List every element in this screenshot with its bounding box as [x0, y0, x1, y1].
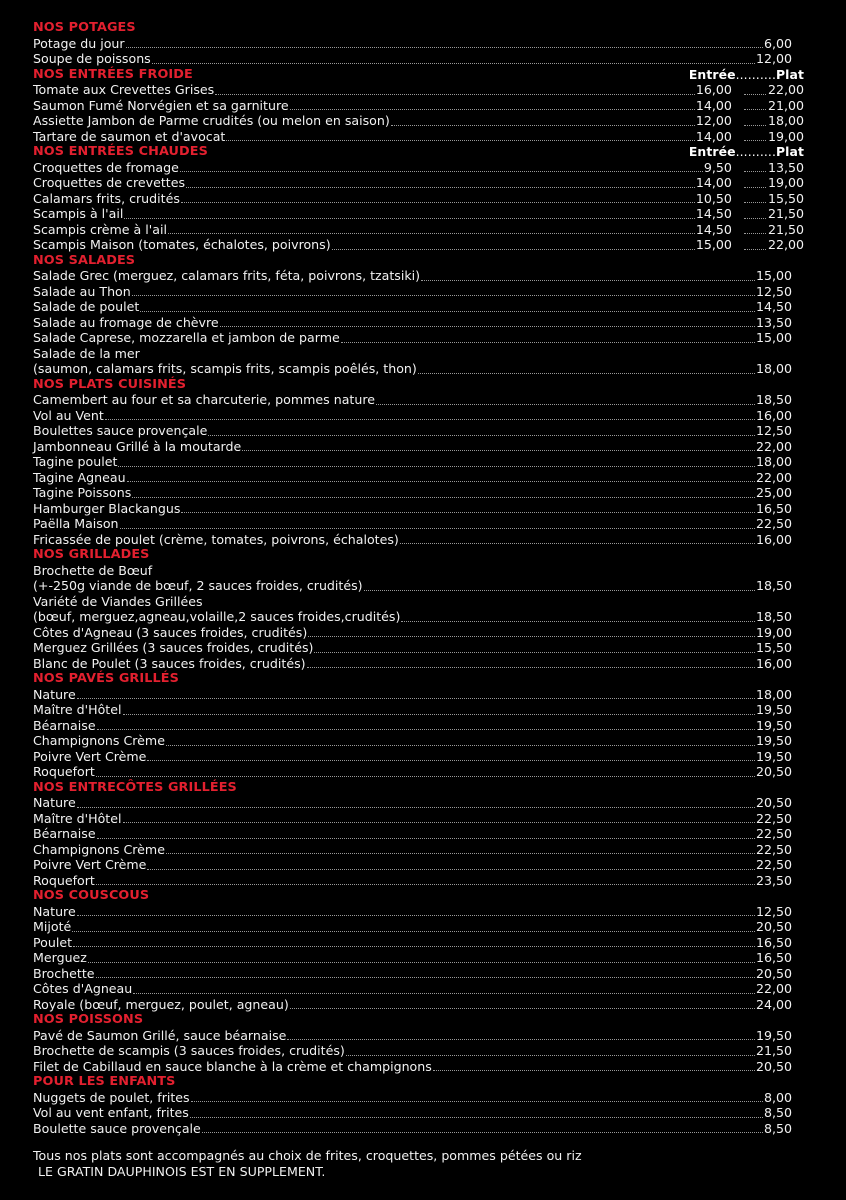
- dot-leader: [307, 657, 755, 668]
- dot-leader: [226, 130, 695, 141]
- footer-note: Tous nos plats sont accompagnés au choix de frites, croquettes, pommes pétées ou riz: [33, 1148, 582, 1163]
- menu-item-name: Paëlla Maison: [33, 516, 119, 531]
- menu-item-price: 12,50: [755, 283, 792, 299]
- menu-item-price: 21,50: [755, 1043, 792, 1058]
- column-headers: [689, 144, 804, 160]
- menu-item-name: Nuggets de poulet, frites: [33, 1089, 190, 1105]
- menu-item: [33, 206, 804, 222]
- dot-leader: [96, 874, 755, 885]
- menu-item-name: Merguez: [33, 950, 87, 965]
- menu-item: [33, 221, 804, 238]
- dot-leader: [220, 316, 755, 327]
- column-headers: [689, 67, 804, 83]
- menu-item-name: Nature: [33, 686, 76, 702]
- dot-leader: [744, 161, 766, 172]
- menu-item: [33, 656, 792, 672]
- menu-item-name: Salade de la mer: [33, 345, 140, 361]
- menu-item: [33, 904, 792, 920]
- menu-item-name: Fricassée de poulet (crème, tomates, poivrons, échalotes): [33, 531, 399, 547]
- menu-item-name: Roquefort: [33, 764, 95, 779]
- menu-item-price: 22,00: [767, 82, 804, 97]
- menu-item: [33, 857, 792, 873]
- section-title-text: NOS ENTRECÔTES GRILLÉES: [33, 779, 237, 795]
- section-title-text: NOS SALADES: [33, 252, 136, 268]
- menu-item-price: 19,00: [755, 624, 792, 640]
- menu-item: [33, 175, 804, 191]
- menu-item: [33, 811, 792, 827]
- menu-item: [33, 625, 792, 641]
- menu-item-price: 18,50: [755, 609, 792, 624]
- menu-item-name: Béarnaise: [33, 826, 96, 841]
- dot-leader: [181, 502, 755, 513]
- dot-leader: [123, 812, 755, 823]
- menu-item: [33, 346, 792, 362]
- menu-item: [33, 485, 792, 501]
- menu-item-price: 19,50: [755, 1027, 792, 1043]
- menu-item: [33, 82, 804, 98]
- menu-item: [33, 392, 792, 408]
- dot-leader: [421, 270, 755, 281]
- menu-item: [33, 764, 792, 780]
- menu-item: [33, 1059, 792, 1075]
- menu-item-name: Soupe de poissons: [33, 51, 151, 66]
- dot-leader: [133, 983, 755, 994]
- column-header-sep: ..........: [735, 66, 776, 82]
- menu-item-name: Vol au Vent: [33, 407, 104, 423]
- menu-item: [33, 578, 792, 594]
- dot-leader: [123, 704, 755, 715]
- menu-item-price: 14,50: [755, 299, 792, 314]
- menu-item-name: Champignons Crème: [33, 841, 165, 857]
- menu-item: [33, 501, 792, 517]
- dot-leader: [744, 192, 766, 203]
- dot-leader: [744, 84, 766, 95]
- section-title-text: NOS COUSCOUS: [33, 888, 150, 903]
- dot-leader: [77, 688, 755, 699]
- menu-item: [33, 966, 792, 982]
- menu-item: [33, 1043, 792, 1059]
- menu-item-name: Filet de Cabillaud en sauce blanche à la crème et champignons: [33, 1058, 432, 1074]
- menu-item-name: Variété de Viandes Grillées: [33, 593, 203, 609]
- menu-item: [33, 113, 804, 129]
- menu-item: [33, 439, 792, 455]
- dot-leader: [208, 425, 755, 436]
- menu-item-name: Tomate aux Crevettes Grises: [33, 82, 215, 97]
- dot-leader: [96, 766, 755, 777]
- menu-item-price: 12,50: [755, 903, 792, 919]
- menu-item-name: Salade Caprese, mozzarella et jambon de parme: [33, 330, 340, 345]
- menu-item-price: 21,00: [767, 97, 804, 113]
- menu-item: [33, 268, 792, 284]
- menu-item-price: 8,00: [763, 1089, 792, 1105]
- dot-leader: [118, 456, 755, 467]
- dot-leader: [346, 1045, 755, 1056]
- menu-item-name: Maître d'Hôtel: [33, 702, 122, 717]
- menu-item-price: 20,50: [755, 764, 792, 779]
- menu-item-name: Boulettes sauce provençale: [33, 423, 208, 438]
- menu-item-price: 24,00: [755, 996, 792, 1012]
- dot-leader: [744, 130, 766, 141]
- menu-item-name: Calamars frits, crudités: [33, 190, 180, 206]
- dot-leader: [77, 905, 755, 916]
- section-title-text: NOS POTAGES: [33, 20, 136, 35]
- dot-leader: [290, 998, 755, 1009]
- menu-item: [33, 733, 792, 749]
- dot-leader: [314, 642, 755, 653]
- menu-item-price: 20,50: [755, 965, 792, 981]
- dot-leader: [364, 580, 755, 591]
- menu-item: [33, 408, 792, 424]
- dot-leader: [97, 719, 755, 730]
- menu-item-name: Tagine Agneau: [33, 469, 126, 485]
- menu-item-price: 18,00: [755, 454, 792, 469]
- menu-item: [33, 1105, 792, 1121]
- dot-leader: [190, 1107, 763, 1118]
- menu-item-price: 21,50: [767, 221, 804, 237]
- column-header-plat: Plat: [775, 66, 804, 82]
- menu-item-price: 19,50: [755, 733, 792, 748]
- menu-item: [33, 640, 792, 656]
- column-header-sep: ..........: [735, 144, 776, 159]
- menu-item-entree-price: 16,00: [695, 82, 732, 97]
- menu-item-name: Roquefort: [33, 872, 95, 888]
- dot-leader: [168, 223, 695, 234]
- menu-item-price: 25,00: [755, 485, 792, 500]
- dot-leader: [166, 735, 755, 746]
- menu-item-name: Béarnaise: [33, 717, 96, 733]
- menu-item: [33, 563, 792, 579]
- menu-item-price: 22,00: [755, 438, 792, 454]
- menu-item-entree-price: 14,50: [695, 221, 732, 237]
- column-header-entree: Entrée: [688, 66, 736, 82]
- menu-item-name: (+-250g viande de bœuf, 2 sauces froides, crudités): [33, 578, 363, 593]
- menu-item: [33, 128, 804, 145]
- section-title-text: POUR LES ENFANTS: [33, 1074, 176, 1089]
- dot-leader: [126, 37, 763, 48]
- section-title: [33, 253, 792, 269]
- dot-leader: [166, 843, 755, 854]
- menu-item: [33, 609, 792, 625]
- dot-leader: [744, 208, 766, 219]
- menu-item-price: 22,00: [767, 237, 804, 252]
- dot-leader: [391, 115, 695, 126]
- dot-leader: [744, 239, 766, 250]
- menu-item: [33, 36, 792, 52]
- dot-leader: [147, 859, 755, 870]
- menu-item-price: 22,50: [755, 810, 792, 826]
- menu-item-name: Jambonneau Grillé à la moutarde: [33, 438, 242, 454]
- menu-item: [33, 997, 792, 1013]
- section-title: [33, 377, 792, 393]
- menu-item-price: 16,50: [755, 934, 792, 950]
- dot-leader: [96, 967, 755, 978]
- menu-item-price: 16,50: [755, 950, 792, 965]
- menu-item-price: 6,00: [763, 35, 792, 51]
- dot-leader: [72, 921, 755, 932]
- menu-item-price: 21,50: [767, 206, 804, 221]
- dot-leader: [120, 518, 755, 529]
- menu-item-entree-price: 14,00: [695, 175, 732, 190]
- dot-leader: [400, 533, 755, 544]
- menu-item-name: Brochette: [33, 965, 95, 981]
- menu-item-name: Pavé de Saumon Grillé, sauce béarnaise: [33, 1027, 287, 1043]
- dot-leader: [290, 99, 695, 110]
- menu-item: [33, 795, 792, 811]
- menu-item-price: 13,50: [767, 159, 804, 175]
- section-title: [33, 780, 792, 796]
- menu-item-name: Camembert au four et sa charcuterie, pommes nature: [33, 392, 375, 407]
- section-title-text: NOS PAVÉS GRILLÉS: [33, 671, 179, 686]
- menu-item-name: (saumon, calamars frits, scampis frits, scampis poêlés, thon): [33, 361, 417, 376]
- dot-leader: [418, 363, 755, 374]
- menu-item-entree-price: 14,00: [695, 97, 732, 113]
- menu-item-price: 8,50: [763, 1105, 792, 1120]
- dot-leader: [186, 177, 695, 188]
- dot-leader: [215, 84, 695, 95]
- dot-leader: [127, 471, 755, 482]
- menu-item-name: Croquettes de fromage: [33, 159, 179, 175]
- menu-item: [33, 454, 792, 470]
- menu-item-name: Hamburger Blackangus: [33, 500, 181, 516]
- menu-item-name: Nature: [33, 903, 76, 919]
- dot-leader: [744, 99, 766, 110]
- menu-item-entree-price: 14,50: [695, 206, 732, 221]
- menu-item-entree-price: 14,00: [695, 128, 732, 144]
- dot-leader: [376, 394, 755, 405]
- dot-leader: [77, 797, 755, 808]
- dot-leader: [744, 177, 766, 188]
- menu-item: [33, 919, 792, 935]
- menu-item: [33, 826, 792, 842]
- section-title-text: NOS GRILLADES: [33, 547, 150, 562]
- menu-item: [33, 981, 792, 997]
- menu-item-name: Brochette de scampis (3 sauces froides, crudités): [33, 1043, 345, 1058]
- menu-item: [33, 284, 792, 300]
- menu-item: [33, 935, 792, 951]
- menu-item-name: Scampis crème à l'ail: [33, 221, 167, 237]
- menu-item-price: 15,00: [755, 268, 792, 283]
- menu-item: [33, 687, 792, 703]
- dot-leader: [97, 828, 755, 839]
- menu-item: [33, 842, 792, 858]
- menu-item-name: Vol au vent enfant, frites: [33, 1105, 189, 1120]
- menu-item-name: (bœuf, merguez,agneau,volaille,2 sauces froides,crudités): [33, 609, 401, 624]
- menu-item: [33, 532, 792, 548]
- menu-item: [33, 237, 804, 253]
- menu-item-name: Brochette de Bœuf: [33, 562, 153, 578]
- menu-item-price: 22,50: [755, 857, 792, 872]
- menu-item-price: 22,50: [755, 841, 792, 857]
- dot-leader: [132, 285, 755, 296]
- dot-leader: [88, 952, 755, 963]
- menu-item-name: Poivre Vert Crème: [33, 748, 147, 764]
- menu-item: [33, 749, 792, 765]
- menu-item-name: Merguez Grillées (3 sauces froides, crudités): [33, 640, 314, 655]
- menu-item-price: 16,50: [755, 500, 792, 516]
- dot-leader: [308, 626, 755, 637]
- menu-item-entree-price: 15,00: [695, 237, 732, 252]
- dot-leader: [332, 239, 695, 250]
- menu: [33, 20, 804, 1136]
- menu-item: [33, 97, 804, 114]
- dot-leader: [180, 161, 703, 172]
- menu-item-price: 18,00: [755, 686, 792, 702]
- menu-item: [33, 950, 792, 966]
- dot-leader: [181, 192, 695, 203]
- menu-item: [33, 51, 792, 67]
- section-title-text: NOS ENTRÉES CHAUDES: [33, 144, 208, 159]
- menu-item: [33, 330, 792, 346]
- menu-item: [33, 190, 804, 207]
- menu-item-entree-price: 10,50: [695, 190, 732, 206]
- menu-item-price: 16,00: [755, 407, 792, 423]
- menu-item-price: 19,00: [767, 175, 804, 190]
- menu-item-price: 19,50: [755, 702, 792, 717]
- section-title: [33, 20, 792, 36]
- menu-item-name: Mijoté: [33, 919, 72, 934]
- menu-item-name: Saumon Fumé Norvégien et sa garniture: [33, 97, 289, 113]
- menu-item-name: Côtes d'Agneau: [33, 981, 133, 996]
- section-title: [33, 671, 792, 687]
- menu-item-price: 20,50: [755, 919, 792, 934]
- section-title: [33, 888, 792, 904]
- dot-leader: [744, 223, 766, 234]
- menu-item-entree-price: 9,50: [703, 159, 732, 175]
- menu-item-price: 22,50: [755, 826, 792, 841]
- dot-leader: [152, 53, 755, 64]
- menu-item-price: 22,00: [755, 981, 792, 996]
- menu-item-name: Tartare de saumon et d'avocat: [33, 128, 226, 144]
- menu-item-price: 22,00: [755, 469, 792, 485]
- menu-item-name: Croquettes de crevettes: [33, 175, 186, 190]
- dot-leader: [242, 440, 755, 451]
- section-title-text: NOS ENTRÉES FROIDE: [33, 66, 193, 82]
- menu-item-name: Salade au Thon: [33, 283, 131, 299]
- dot-leader: [433, 1060, 755, 1071]
- menu-item: [33, 470, 792, 486]
- menu-item-name: Assiette Jambon de Parme crudités (ou melon en saison): [33, 113, 390, 128]
- menu-item-price: 15,50: [767, 190, 804, 206]
- menu-item-price: 23,50: [755, 872, 792, 888]
- menu-item-name: Côtes d'Agneau (3 sauces froides, crudités): [33, 624, 308, 640]
- menu-item: [33, 594, 792, 610]
- menu-item-price: 18,50: [755, 578, 792, 593]
- section-title: [33, 1074, 792, 1090]
- dot-leader: [341, 332, 755, 343]
- menu-item-price: 18,00: [755, 361, 792, 376]
- dot-leader: [140, 301, 755, 312]
- menu-item: [33, 1028, 792, 1044]
- menu-item-name: Tagine Poissons: [33, 485, 132, 500]
- menu-item-name: Blanc de Poulet (3 sauces froides, crudités): [33, 655, 306, 671]
- dot-leader: [105, 409, 755, 420]
- footer-supplement-note: LE GRATIN DAUPHINOIS EST EN SUPPLEMENT.: [38, 1163, 326, 1179]
- menu-item-price: 19,50: [755, 748, 792, 764]
- dot-leader: [401, 611, 755, 622]
- section-title: [33, 1012, 792, 1028]
- menu-item-price: 20,50: [755, 1058, 792, 1074]
- section-title: [33, 547, 792, 563]
- dot-leader: [124, 208, 695, 219]
- dot-leader: [132, 487, 755, 498]
- menu-item-price: 13,50: [755, 314, 792, 330]
- menu-item-price: 15,00: [755, 330, 792, 345]
- section-title: [33, 66, 804, 83]
- menu-item-price: 18,50: [755, 392, 792, 407]
- dot-leader: [744, 115, 766, 126]
- menu-item-name: Poivre Vert Crème: [33, 857, 147, 872]
- menu-item-price: 16,00: [755, 531, 792, 547]
- section-title: [33, 144, 804, 160]
- dot-leader: [147, 750, 755, 761]
- menu-item-name: Nature: [33, 795, 76, 810]
- menu-item: [33, 873, 792, 889]
- menu-item: [33, 702, 792, 718]
- menu-item-name: Maître d'Hôtel: [33, 810, 122, 826]
- menu-item-name: Tagine poulet: [33, 454, 118, 469]
- menu-item-price: 19,00: [767, 128, 804, 144]
- dot-leader: [191, 1091, 763, 1102]
- menu-item-name: Salade au fromage de chèvre: [33, 314, 219, 330]
- menu-item-price: 20,50: [755, 795, 792, 810]
- menu-item-price: 8,50: [763, 1120, 792, 1136]
- menu-item-name: Boulette sauce provençale: [33, 1120, 201, 1136]
- menu-item-name: Royale (bœuf, merguez, poulet, agneau): [33, 996, 289, 1012]
- menu-item-price: 18,00: [767, 113, 804, 128]
- menu-item: [33, 361, 792, 377]
- column-header-plat: Plat: [775, 144, 804, 159]
- menu-item: [33, 516, 792, 532]
- menu-item-price: 12,00: [755, 51, 792, 66]
- menu-item: [33, 299, 792, 315]
- menu-item-name: Salade Grec (merguez, calamars frits, féta, poivrons, tzatsiki): [33, 268, 421, 283]
- column-header-entree: Entrée: [688, 144, 736, 159]
- dot-leader: [202, 1122, 763, 1133]
- dot-leader: [73, 936, 755, 947]
- menu-item-price: 19,50: [755, 717, 792, 733]
- menu-item: [33, 718, 792, 734]
- menu-item: [33, 1121, 792, 1137]
- dot-leader: [287, 1029, 755, 1040]
- section-title-text: NOS POISSONS: [33, 1012, 144, 1027]
- menu-item-name: Champignons Crème: [33, 733, 165, 748]
- menu-item-price: 16,00: [755, 655, 792, 671]
- menu-item-name: Salade de poulet: [33, 299, 140, 314]
- menu-item-entree-price: 12,00: [695, 113, 732, 128]
- menu-item-name: Scampis à l'ail: [33, 206, 124, 221]
- menu-item: [33, 1090, 792, 1106]
- menu-item-price: 15,50: [755, 640, 792, 655]
- menu-item-price: 12,50: [755, 423, 792, 438]
- section-title-text: NOS PLATS CUISINÉS: [33, 376, 187, 392]
- menu-footer: [33, 1148, 582, 1179]
- menu-item-name: Poulet: [33, 934, 73, 950]
- menu-item: [33, 423, 792, 439]
- menu-item-price: 22,50: [755, 516, 792, 531]
- menu-item: [33, 315, 792, 331]
- menu-item-name: Potage du jour: [33, 35, 125, 51]
- menu-item: [33, 159, 804, 176]
- menu-item-name: Scampis Maison (tomates, échalotes, poivrons): [33, 237, 331, 252]
